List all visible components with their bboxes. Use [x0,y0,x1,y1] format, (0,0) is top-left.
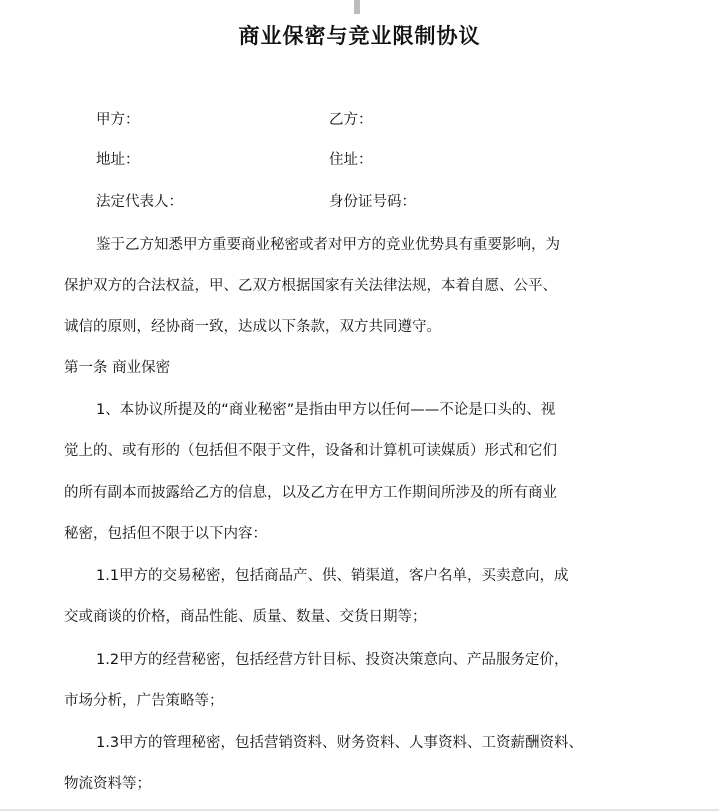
clause-1-line: 1、本协议所提及的“商业秘密”是指由甲方以任何——不论是口头的、视 [96,402,556,418]
article-1-heading: 第一条 商业保密 [64,360,171,376]
clause-1-2-line: 1.2甲方的经营秘密，包括经营方针目标、投资决策意向、产品服务定价， [96,652,569,668]
clause-1-line: 觉上的、或有形的（包括但不限于文件，设备和计算机可读媒质）形式和它们 [64,443,557,459]
clause-1-line: 的所有副本而披露给乙方的信息，以及乙方在甲方工作期间所涉及的所有商业 [64,485,557,501]
preamble-line: 保护双方的合法权益，甲、乙双方根据国家有关法律法规，本着自愿、公平、 [64,278,557,294]
party-a-label: 甲方： [96,112,140,128]
clause-1-2-line: 市场分析，广告策略等； [64,693,224,709]
clause-1-1-line: 1.1甲方的交易秘密，包括商品产、供、销渠道，客户名单，买卖意向，成 [96,568,569,584]
clause-1-3-line: 1.3甲方的管理秘密，包括营销资料、财务资料、人事资料、工资薪酬资料、 [96,735,584,751]
document-title: 商业保密与竞业限制协议 [238,23,481,48]
address-b-label: 住址： [329,152,373,168]
address-a-label: 地址： [96,152,140,168]
clause-1-1-line: 交或商谈的价格，商品性能、质量、数量、交货日期等； [64,609,427,625]
clause-1-3-line: 物流资料等； [64,776,151,792]
preamble-line: 鉴于乙方知悉甲方重要商业秘密或者对甲方的竞业优势具有重要影响，为 [96,237,560,253]
legal-representative-label: 法定代表人： [96,194,183,210]
preamble-line: 诚信的原则，经协商一致，达成以下条款，双方共同遵守。 [64,319,441,335]
id-number-label: 身份证号码： [329,194,416,210]
party-b-label: 乙方： [329,112,373,128]
clause-1-line: 秘密，包括但不限于以下内容： [64,526,267,542]
